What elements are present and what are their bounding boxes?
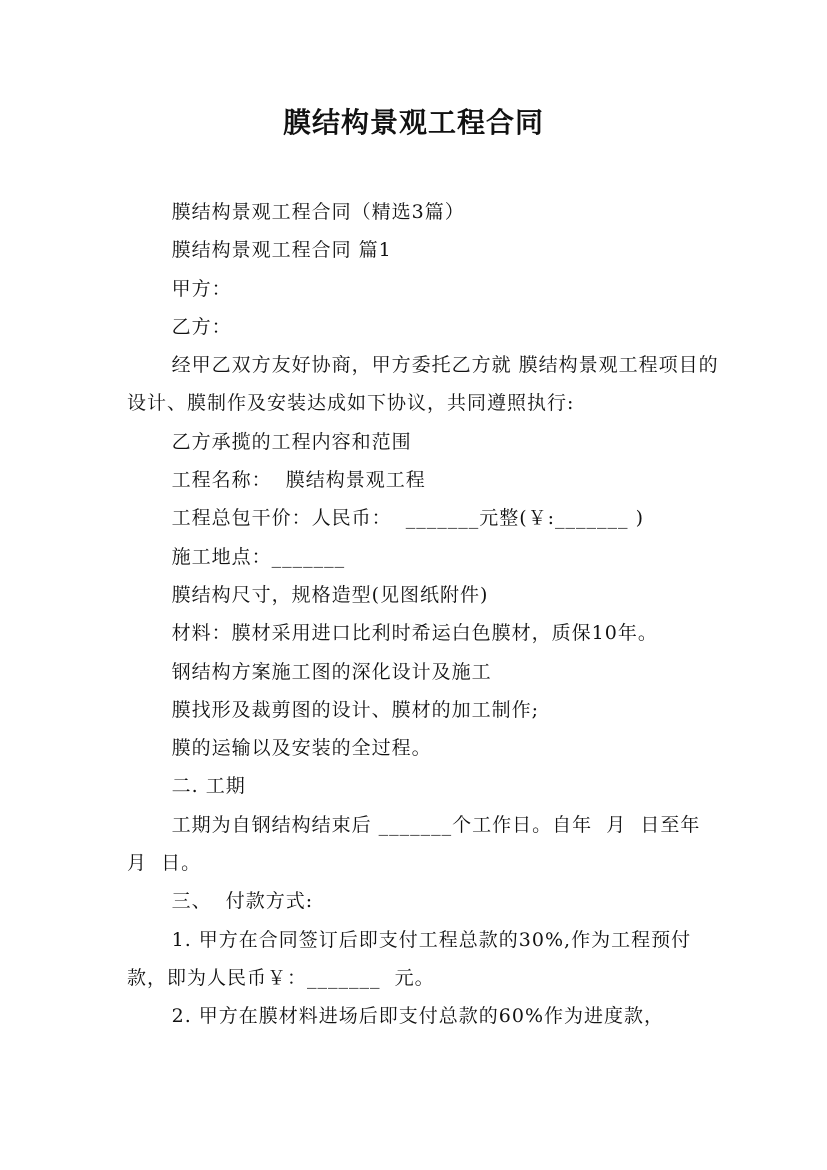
paragraph-dimensions: 膜结构尺寸，规格造型(见图纸附件) [171, 583, 489, 606]
paragraph-membrane-design: 膜找形及裁剪图的设计、膜材的加工制作; [171, 698, 540, 721]
paragraph-payment-item-2: 2. 甲方在膜材料进场后即支付总款的60%作为进度款， [171, 1005, 665, 1028]
document-title: 膜结构景观工程合同 [282, 106, 544, 139]
paragraph-section-heading: 膜结构景观工程合同 篇1 [171, 239, 392, 262]
paragraph-transport-install: 膜的运输以及安装的全过程。 [171, 737, 432, 760]
paragraph-payment-item-1: 1. 甲方在合同签订后即支付工程总款的30%,作为工程预付款，即为人民币￥：_______ 元。 [127, 928, 692, 989]
paragraph-agreement-intro: 经甲乙双方友好协商，甲方委托乙方就 膜结构景观工程项目的设计、膜制作及安装达成如下协议，共同遵照执行: [127, 354, 719, 415]
document-body [127, 193, 722, 1036]
paragraph-site-location: 施工地点：_______ [171, 545, 346, 568]
paragraph-schedule-detail: 工期为自钢结构结束后 _______个工作日。自年 月 日至年 月 日。 [127, 813, 715, 875]
paragraph-party-a: 甲方： [171, 277, 232, 300]
paragraph-total-price: 工程总包干价：人民币： _______元整(￥:_______ ) [171, 507, 644, 530]
paragraph-payment-heading: 三、 付款方式: [171, 890, 314, 913]
paragraph-steel-design: 钢结构方案施工图的深化设计及施工 [171, 660, 492, 683]
paragraph-materials: 材料：膜材采用进口比利时希运白色膜材，质保10年。 [171, 622, 658, 645]
paragraph-party-b: 乙方： [171, 315, 232, 338]
paragraph-schedule-heading: 二. 工期 [171, 775, 246, 798]
paragraph-project-name: 工程名称： 膜结构景观工程 [171, 469, 426, 492]
paragraph-subtitle: 膜结构景观工程合同（精选3篇） [171, 201, 465, 223]
paragraph-scope-heading: 乙方承揽的工程内容和范围 [171, 430, 412, 453]
